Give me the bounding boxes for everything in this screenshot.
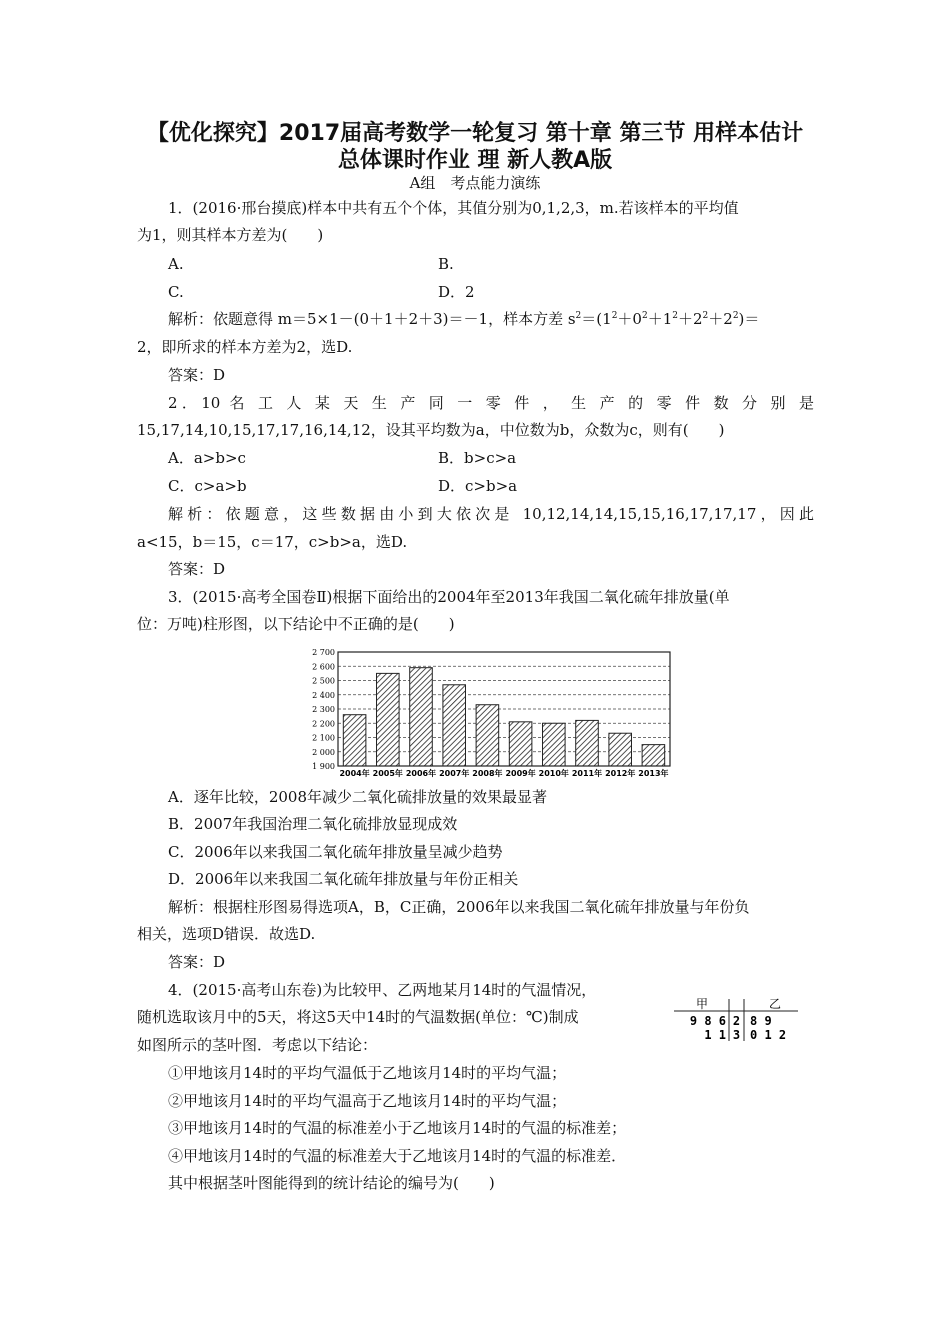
q4-conclusion-3: ③甲地该月14时的气温的标准差小于乙地该月14时的气温的标准差； (168, 1119, 627, 1137)
q1-analysis-line2: 2，即所求的样本方差为2，选D. (137, 338, 353, 356)
chart-x-tick-label: 2012年 (605, 769, 636, 778)
chart-y-tick-label: 2 300 (312, 705, 335, 714)
q3-analysis-line2: 相关，选项D错误．故选D. (137, 925, 316, 943)
q4-conclusion-2: ②甲地该月14时的平均气温高于乙地该月14时的平均气温； (168, 1092, 567, 1110)
q1-stem-line1: 1．(2016·邢台摸底)样本中共有五个个体，其值分别为0,1,2,3，m.若该样本的平均值 (168, 199, 739, 217)
q3-option-d: D．2006年以来我国二氧化硫年排放量与年份正相关 (168, 870, 519, 888)
q1-option-c: C. (168, 283, 184, 301)
q2-option-c: C．c>a>b (168, 477, 247, 495)
q1-option-b: B. (438, 255, 454, 273)
chart-x-tick-label: 2007年 (439, 769, 470, 778)
q1-answer: 答案：D (168, 366, 226, 384)
q2-option-a: A．a>b>c (168, 449, 246, 467)
q2-stem-line1: 2．10 名 工 人 某 天 生 产 同 一 零 件 ， 生 产 的 零 件 数 分 别 是 (168, 394, 814, 412)
q4-stem-line1: 4．(2015·高考山东卷)为比较甲、乙两地某月14时的气温情况， (168, 981, 597, 999)
section-heading: A组 考点能力演练 (409, 174, 541, 192)
chart-x-tick-label: 2005年 (372, 769, 403, 778)
q1-analysis-line1: 解析：依题意得 m＝5×1－(0＋1＋2＋3)＝－1，样本方差 $s^2=(1^2+0^2+1^2+2^2+2^2)=$ (168, 310, 760, 328)
q2-answer: 答案：D (168, 560, 226, 578)
chart-y-tick-label: 2 600 (312, 662, 335, 672)
chart-bar-2009年 (509, 722, 532, 766)
stem-leaf-left-header: 甲 (695, 997, 709, 1011)
stem-leaf-row1-left: 9 8 6 (689, 1014, 726, 1028)
q3-answer: 答案：D (168, 953, 226, 971)
stem-leaf-right-header: 乙 (768, 997, 782, 1011)
stem-leaf-row2-right: 0 1 2 (750, 1028, 787, 1042)
q3-stem-line1: 3．(2015·高考全国卷Ⅱ)根据下面给出的2004年至2013年我国二氧化硫年排放量(单 (168, 588, 730, 606)
q1-stem-line2: 为1，则其样本方差为( ) (137, 226, 324, 244)
q4-stem-line3: 如图所示的茎叶图．考虑以下结论： (137, 1036, 378, 1054)
chart-bar-2010年 (543, 723, 566, 766)
chart-y-tick-label: 2 500 (312, 676, 335, 686)
chart-x-tick-label: 2006年 (405, 769, 437, 778)
stem-leaf-row1-stem: 2 (732, 1014, 741, 1028)
stem-leaf-row1-right: 8 9 (750, 1014, 772, 1028)
q2-analysis-line1: 解析：依题意，这些数据由小到大依次是 10,12,14,14,15,15,16,17,17,17，因此 (168, 505, 814, 523)
chart-x-tick-label: 2013年 (638, 769, 669, 778)
chart-y-tick-label: 2 100 (312, 733, 335, 743)
q4-conclusion-1: ①甲地该月14时的平均气温低于乙地该月14时的平均气温； (168, 1064, 567, 1082)
doc-title-line1: 【优化探究】2017届高考数学一轮复习 第十章 第三节 用样本估计 (146, 121, 804, 146)
doc-title-line2: 总体课时作业 理 新人教A版 (337, 148, 613, 173)
q4-stem-line2: 随机选取该月中的5天，将这5天中14时的气温数据(单位：℃)制成 (137, 1008, 579, 1026)
chart-x-tick-label: 2011年 (571, 769, 603, 778)
q2-stem-line2: 15,17,14,10,15,17,17,16,14,12，设其平均数为a，中位数为b，众数为c，则有( ) (137, 421, 725, 439)
chart-bar-2006年 (410, 668, 433, 766)
chart-x-tick-label: 2009年 (505, 769, 536, 778)
chart-bar-2004年 (343, 715, 366, 766)
q4-question: 其中根据茎叶图能得到的统计结论的编号为( ) (168, 1174, 495, 1192)
q3-option-a: A．逐年比较，2008年减少二氧化硫排放量的效果最显著 (168, 788, 548, 806)
chart-bar-2008年 (476, 705, 499, 766)
chart-bar-2007年 (443, 685, 466, 766)
q2-analysis-line2: a<15，b＝15，c＝17，c>b>a，选D. (137, 533, 408, 551)
chart-y-tick-label: 2 000 (312, 747, 335, 757)
chart-y-tick-label: 2 400 (312, 690, 335, 700)
stem-leaf-row2-stem: 3 (732, 1028, 741, 1042)
so2-bar-chart (306, 646, 676, 778)
chart-bar-2005年 (377, 673, 400, 766)
q1-option-d: D．2 (438, 283, 475, 301)
q3-option-b: B．2007年我国治理二氧化硫排放显现成效 (168, 815, 458, 833)
stem-leaf-plot (672, 995, 800, 1045)
q1-option-a: A. (168, 255, 184, 273)
q3-analysis-line1: 解析：根据柱形图易得选项A，B，C正确，2006年以来我国二氧化硫年排放量与年份负 (168, 898, 750, 916)
chart-y-tick-label: 1 900 (312, 762, 335, 771)
q2-option-d: D．c>b>a (438, 477, 518, 495)
chart-y-tick-label: 2 200 (312, 719, 335, 729)
chart-x-tick-label: 2008年 (472, 769, 503, 778)
chart-bar-2012年 (609, 733, 632, 766)
q2-option-b: B．b>c>a (438, 449, 517, 467)
q3-stem-line2: 位：万吨)柱形图，以下结论中不正确的是( ) (137, 615, 455, 633)
chart-y-tick-label: 2 700 (312, 648, 335, 657)
chart-bar-2013年 (642, 745, 665, 766)
chart-x-tick-label: 2004年 (339, 769, 370, 778)
stem-leaf-row2-left: 1 1 (704, 1028, 726, 1042)
q3-option-c: C．2006年以来我国二氧化硫年排放量呈减少趋势 (168, 843, 503, 861)
q4-conclusion-4: ④甲地该月14时的气温的标准差大于乙地该月14时的气温的标准差． (168, 1147, 627, 1165)
chart-x-tick-label: 2010年 (538, 769, 569, 778)
chart-bar-2011年 (576, 720, 599, 766)
